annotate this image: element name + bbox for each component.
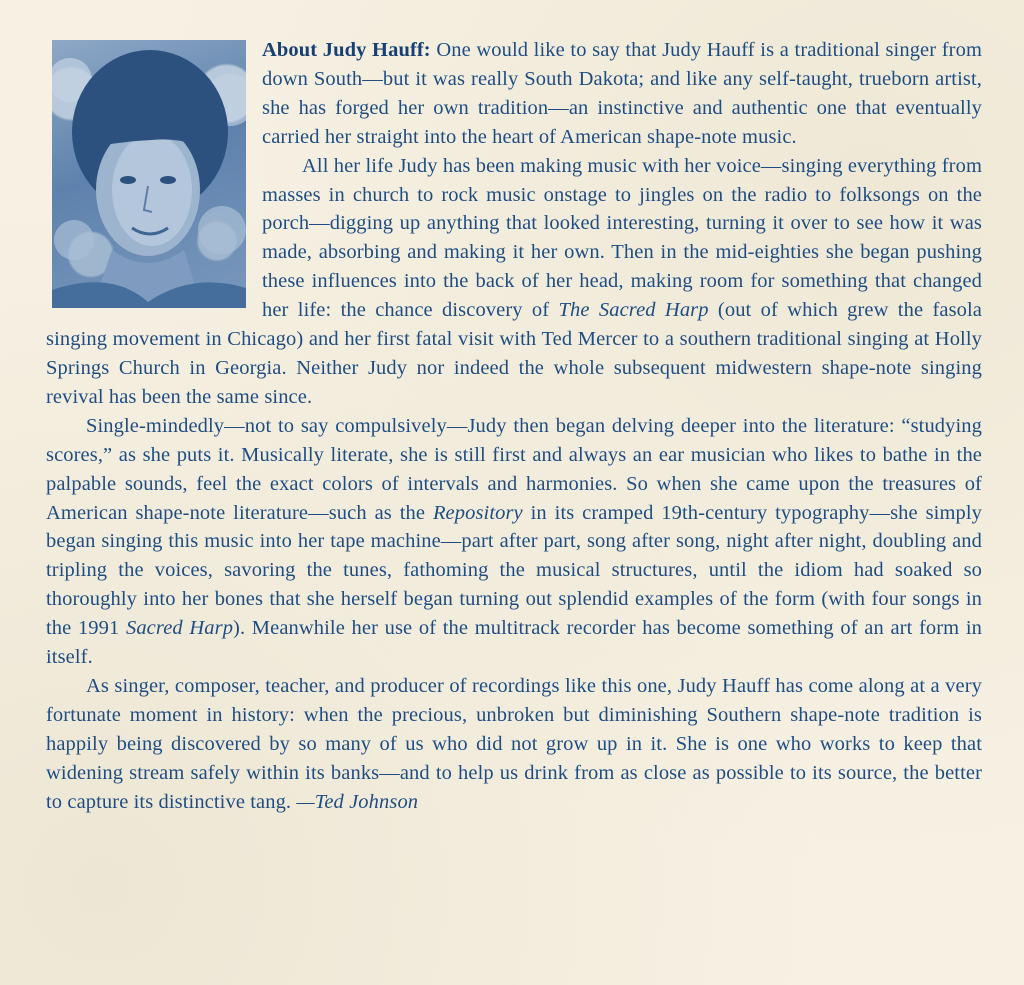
paragraph-3 (46, 412, 982, 672)
article-body (46, 36, 982, 816)
paragraph-3-text-a: Single-mindedly—not to say compulsively—Judy then began delving deeper into the literature: “studying scores,” as she puts it. Musically literate, she is still first and always an ear musician who likes to bathe in the palpable sounds, feel the exact colors of intervals and harmonies. So when she came upon the treasures of American shape-note literature—such as the (46, 414, 982, 524)
paragraph-3-text-c: ). Meanwhile her use of the multitrack recorder has become something of an art form in itself. (46, 617, 982, 669)
photo-spacer (46, 36, 262, 308)
paragraph-3-text-b: in its cramped 19th-century typography—she simply began singing this music into her tape machine—part after part, song after song, night after night, doubling and tripling the voices, savoring the tunes, fathoming the musical structures, until the idiom had soaked so thoroughly into her bones that she herself began turning out splendid examples of the form (with four songs in the 1991 (46, 501, 982, 640)
book-title-repository: Repository (432, 501, 523, 524)
paragraph-2-text-b: (out of which grew the fasola singing movement in Chicago) and her first fatal visit with Ted Mercer to a southern traditional singing at Holly Springs Church in Georgia. Neither Judy nor indeed the whole subsequent midwestern shape-note singing revival has been the same since. (46, 299, 983, 408)
heading: About Judy Hauff: (262, 39, 431, 61)
paragraph-1-text: One would like to say that Judy Hauff is a traditional singer from down South—but it was really South Dakota; and like any self-taught, trueborn artist, she has forged her own tradition—an instinctive and authentic one that eventually carried her straight into the heart of American shape-note music. (262, 39, 982, 148)
paragraph-2-text-a: All her life Judy has been making music with her voice—singing everything from masses in church to rock music onstage to jingles on the radio to folksongs on the porch—digging up anything that looked interesting, turning it over to see how it was made, absorbing and making it her own. Then in the mid-eighties she began pushing these influences into the back of her head, making room for something that changed her life: the chance discovery of (262, 154, 982, 322)
signature: —Ted Johnson (296, 790, 419, 813)
book-title-sacred-harp: The Sacred Harp (558, 299, 709, 322)
book-title-sacred-harp-2: Sacred Harp (125, 617, 234, 640)
paragraph-4-text: As singer, composer, teacher, and producer of recordings like this one, Judy Hauff has come along at a very fortunate moment in history: when the precious, unbroken but diminishing Southern shape-note tradition is happily being discovered by so many of us who did not grow up in it. She is one who works to keep that widening stream safely within its banks—and to help us drink from as close as possible to its source, the better to capture its distinctive tang. (46, 674, 982, 813)
paragraph-4 (46, 672, 982, 817)
